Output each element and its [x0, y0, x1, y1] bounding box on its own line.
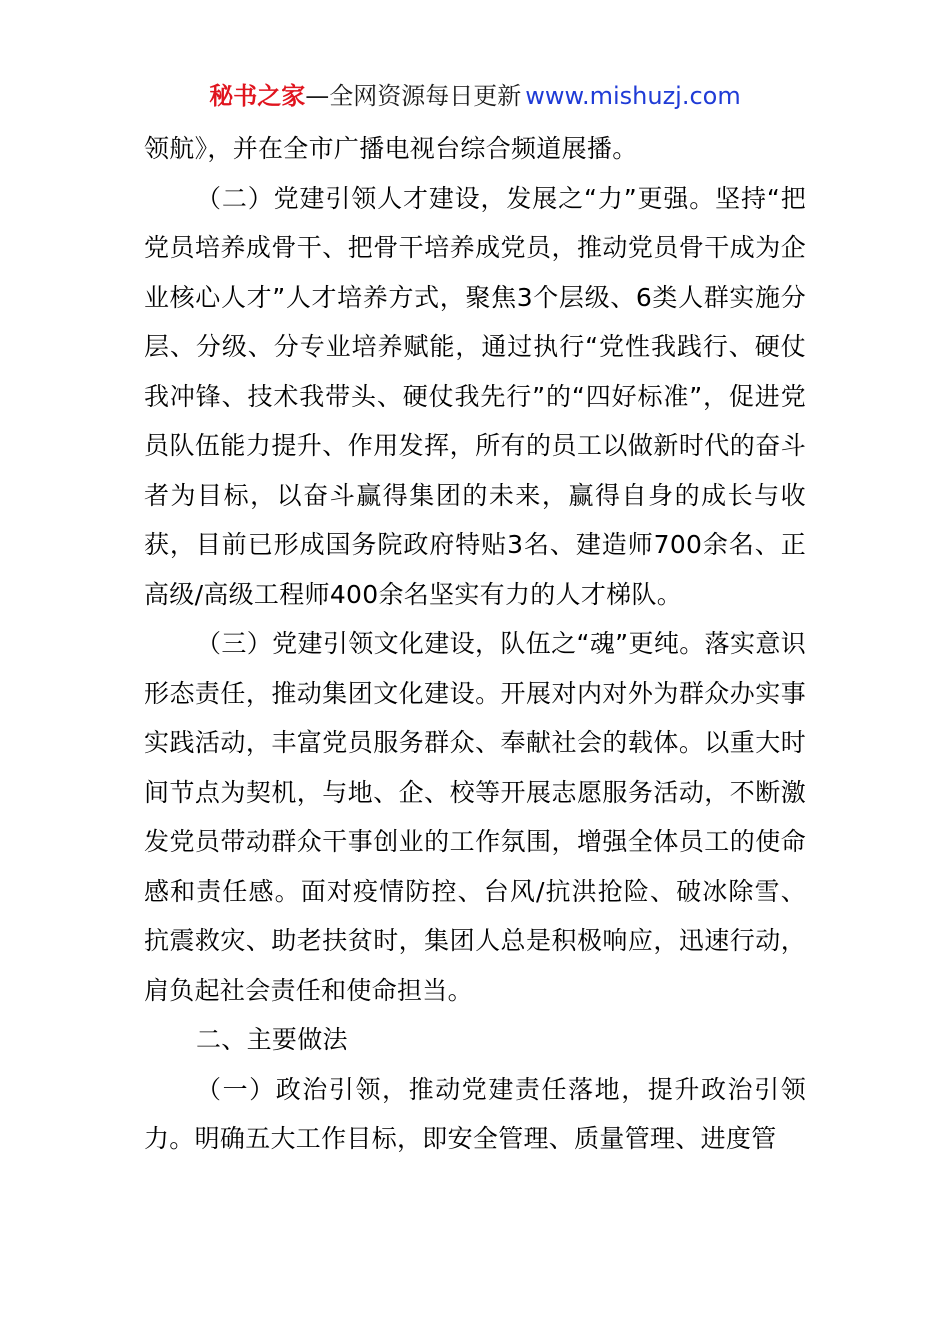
paragraph-continuation: 领航》，并在全市广播电视台综合频道展播。	[144, 134, 638, 163]
document-body	[144, 124, 806, 1164]
site-header	[0, 80, 950, 112]
paragraph-political-leadership: （一）政治引领，推动党建责任落地，提升政治引领力。明确五大工作目标，即安全管理、质量管理、进度管	[144, 1074, 806, 1153]
header-tagline: —全网资源每日更新	[305, 82, 522, 110]
brand-name: 秘书之家	[209, 82, 306, 110]
section-heading-main-practices: 二、主要做法	[196, 1025, 348, 1054]
site-url-link[interactable]: www.mishuzj.com	[525, 82, 741, 110]
paragraph-culture-building: （三）党建引领文化建设，队伍之“魂”更纯。落实意识形态责任，推动集团文化建设。开展对内对外为群众办实事实践活动，丰富党员服务群众、奉献社会的载体。以重大时间节点为契机，与地、企、校等开展志愿服务活动，不断激发党员带动群众干事创业的工作氛围，增强全体员工的使命感和责任感。面对疫情防控、台风/抗洪抢险、破冰除雪、抗震救灾、助老扶贫时，集团人总是积极响应，迅速行动，肩负起社会责任和使命担当。	[144, 629, 806, 1005]
paragraph-talent-building: （二）党建引领人才建设，发展之“力”更强。坚持“把党员培养成骨干、把骨干培养成党员，推动党员骨干成为企业核心人才”人才培养方式，聚焦3个层级、6类人群实施分层、分级、分专业培养赋能，通过执行“党性我践行、硬仗我冲锋、技术我带头、硬仗我先行”的“四好标准”，促进党员队伍能力提升、作用发挥，所有的员工以做新时代的奋斗者为目标，以奋斗赢得集团的未来，赢得自身的成长与收获，目前已形成国务院政府特贴3名、建造师700余名、正高级/高级工程师400余名坚实有力的人才梯队。	[144, 183, 806, 609]
